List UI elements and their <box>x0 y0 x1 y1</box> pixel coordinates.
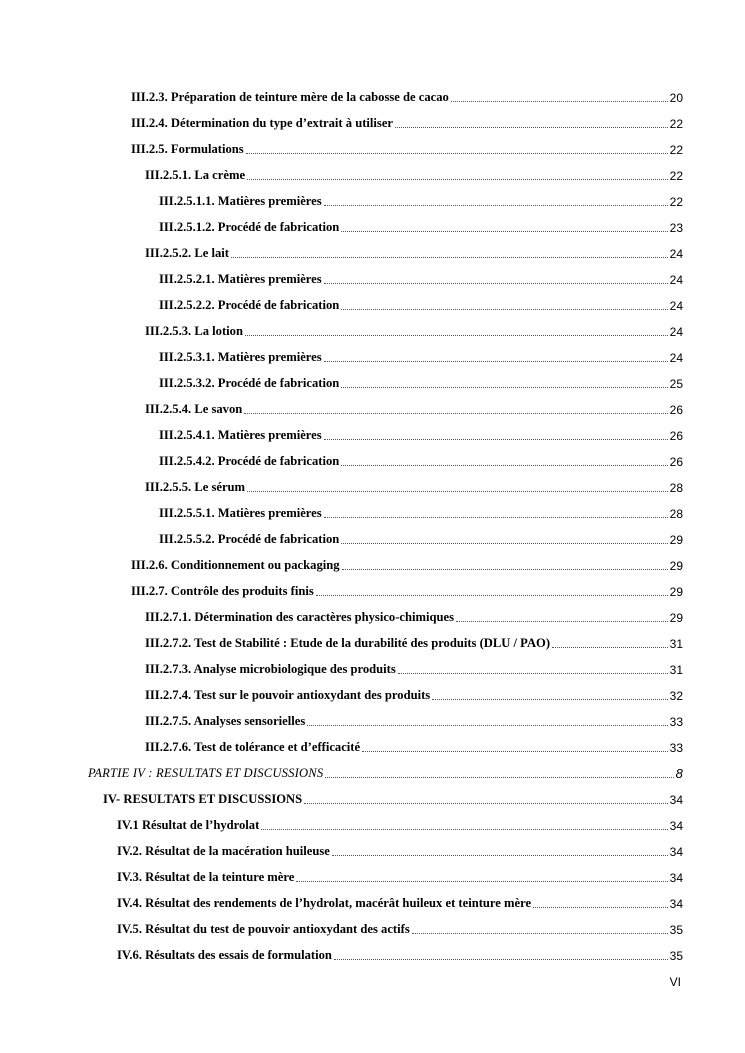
toc-entry[interactable] <box>0 85 745 111</box>
dot-leader <box>341 309 667 310</box>
toc-entry-page: 28 <box>669 481 683 495</box>
dot-leader <box>245 335 668 336</box>
toc-entry-page: 22 <box>669 195 683 209</box>
dot-leader <box>412 933 668 934</box>
dot-leader <box>244 413 667 414</box>
dot-leader <box>231 257 668 258</box>
toc-entry-page: 26 <box>669 403 683 417</box>
toc-entry[interactable] <box>0 865 745 891</box>
toc-entry[interactable] <box>0 475 745 501</box>
dot-leader <box>324 439 668 440</box>
toc-entry-label: III.2.3. Préparation de teinture mère de la cabosse de cacao <box>131 90 449 104</box>
dot-leader <box>324 517 668 518</box>
toc-entry[interactable] <box>0 943 745 969</box>
toc-chapter-heading[interactable] <box>0 787 745 813</box>
toc-entry-label: IV.1 Résultat de l’hydrolat <box>117 818 260 832</box>
toc-entry-page: 22 <box>669 169 683 183</box>
dot-leader <box>324 361 668 362</box>
toc-entry-label: III.2.5.3.1. Matières premières <box>159 350 322 364</box>
toc-entry-label: III.2.5.1.2. Procédé de fabrication <box>159 220 340 234</box>
toc-entry[interactable] <box>0 735 745 761</box>
toc-entry-page: 34 <box>669 845 683 859</box>
toc-entry[interactable] <box>0 319 745 345</box>
toc-entry-page: 34 <box>669 793 683 807</box>
toc-entry[interactable] <box>0 709 745 735</box>
toc-entry-label: III.2.5. Formulations <box>131 142 244 156</box>
toc-entry-page: 8 <box>675 766 683 781</box>
dot-leader <box>334 959 668 960</box>
toc-entry-label: PARTIE IV : RESULTATS ET DISCUSSIONS <box>88 766 324 780</box>
dot-leader <box>324 205 668 206</box>
dot-leader <box>324 283 668 284</box>
dot-leader <box>341 387 667 388</box>
toc-entry-label: III.2.7.5. Analyses sensorielles <box>145 714 306 728</box>
toc-entry-label: IV.3. Résultat de la teinture mère <box>117 870 295 884</box>
page-number: VI <box>669 975 681 989</box>
dot-leader <box>341 231 667 232</box>
toc-entry-label: III.2.7.1. Détermination des caractères physico-chimiques <box>145 610 454 624</box>
toc-entry-page: 34 <box>669 871 683 885</box>
toc-entry-label: III.2.7. Contrôle des produits finis <box>131 584 314 598</box>
toc-entry-page: 22 <box>669 143 683 157</box>
table-of-contents <box>0 85 745 969</box>
toc-entry[interactable] <box>0 111 745 137</box>
toc-entry[interactable] <box>0 605 745 631</box>
toc-entry-page: 23 <box>669 221 683 235</box>
toc-entry-page: 24 <box>669 325 683 339</box>
toc-entry-label: III.2.5.1. La crème <box>145 168 246 182</box>
toc-entry[interactable] <box>0 527 745 553</box>
toc-entry-page: 31 <box>669 637 683 651</box>
toc-entry-page: 29 <box>669 533 683 547</box>
toc-entry[interactable] <box>0 397 745 423</box>
toc-entry[interactable] <box>0 449 745 475</box>
dot-leader <box>362 751 668 752</box>
toc-entry-label: III.2.5.1.1. Matières premières <box>159 194 322 208</box>
dot-leader <box>432 699 667 700</box>
toc-entry-label: IV.4. Résultat des rendements de l’hydrolat, macérât huileux et teinture mère <box>117 896 532 910</box>
dot-leader <box>316 595 668 596</box>
dot-leader <box>552 647 668 648</box>
dot-leader <box>307 725 667 726</box>
toc-entry-page: 20 <box>669 91 683 105</box>
dot-leader <box>341 543 667 544</box>
toc-entry-label: III.2.5.5.1. Matières premières <box>159 506 322 520</box>
toc-entry[interactable] <box>0 423 745 449</box>
dot-leader <box>325 777 673 778</box>
dot-leader <box>451 101 668 102</box>
toc-entry-page: 29 <box>669 559 683 573</box>
toc-entry[interactable] <box>0 839 745 865</box>
toc-entry-page: 35 <box>669 923 683 937</box>
toc-entry-label: III.2.7.6. Test de tolérance et d’efficacité <box>145 740 361 754</box>
dot-leader <box>533 907 668 908</box>
dot-leader <box>296 881 667 882</box>
toc-entry-label: IV- RESULTATS ET DISCUSSIONS <box>103 792 303 806</box>
toc-entry-page: 28 <box>669 507 683 521</box>
toc-entry-page: 33 <box>669 715 683 729</box>
toc-entry-page: 35 <box>669 949 683 963</box>
toc-entry-label: III.2.5.5.2. Procédé de fabrication <box>159 532 340 546</box>
toc-entry-page: 24 <box>669 247 683 261</box>
toc-entry-page: 32 <box>669 689 683 703</box>
toc-entry-page: 26 <box>669 455 683 469</box>
dot-leader <box>246 153 668 154</box>
toc-entry-label: IV.2. Résultat de la macération huileuse <box>117 844 330 858</box>
toc-entry[interactable] <box>0 813 745 839</box>
toc-entry-label: III.2.5.5. Le sérum <box>145 480 246 494</box>
toc-entry-page: 24 <box>669 273 683 287</box>
toc-entry-label: III.2.5.4.2. Procédé de fabrication <box>159 454 340 468</box>
dot-leader <box>304 803 668 804</box>
toc-entry[interactable] <box>0 267 745 293</box>
toc-entry-page: 34 <box>669 819 683 833</box>
toc-entry-label: III.2.4. Détermination du type d’extrait à utiliser <box>131 116 393 130</box>
toc-entry-page: 22 <box>669 117 683 131</box>
toc-entry-label: III.2.7.3. Analyse microbiologique des produits <box>145 662 396 676</box>
toc-entry[interactable] <box>0 891 745 917</box>
toc-entry-label: IV.6. Résultats des essais de formulation <box>117 948 332 962</box>
dot-leader <box>456 621 668 622</box>
dot-leader <box>247 179 668 180</box>
toc-entry[interactable] <box>0 501 745 527</box>
toc-entry[interactable] <box>0 293 745 319</box>
dot-leader <box>395 127 668 128</box>
toc-entry-label: III.2.5.2. Le lait <box>145 246 229 260</box>
dot-leader <box>341 465 667 466</box>
toc-entry-label: IV.5. Résultat du test de pouvoir antioxydant des actifs <box>117 922 410 936</box>
toc-part-heading[interactable] <box>0 761 745 787</box>
dot-leader <box>342 569 668 570</box>
toc-entry[interactable] <box>0 215 745 241</box>
toc-entry-label: III.2.7.4. Test sur le pouvoir antioxydant des produits <box>145 688 431 702</box>
toc-entry[interactable] <box>0 163 745 189</box>
toc-entry-page: 31 <box>669 663 683 677</box>
toc-entry[interactable] <box>0 371 745 397</box>
toc-entry-page: 34 <box>669 897 683 911</box>
toc-entry[interactable] <box>0 553 745 579</box>
dot-leader <box>247 491 668 492</box>
toc-entry[interactable] <box>0 345 745 371</box>
toc-entry-label: III.2.7.2. Test de Stabilité : Etude de la durabilité des produits (DLU / PAO) <box>145 636 551 650</box>
toc-entry[interactable] <box>0 189 745 215</box>
toc-entry-label: III.2.5.3.2. Procédé de fabrication <box>159 376 340 390</box>
toc-entry-page: 24 <box>669 299 683 313</box>
toc-entry[interactable] <box>0 631 745 657</box>
toc-entry-label: III.2.5.4.1. Matières premières <box>159 428 322 442</box>
dot-leader <box>261 829 667 830</box>
toc-entry[interactable] <box>0 137 745 163</box>
toc-entry-page: 33 <box>669 741 683 755</box>
toc-entry-page: 29 <box>669 585 683 599</box>
dot-leader <box>332 855 668 856</box>
toc-entry-page: 26 <box>669 429 683 443</box>
toc-entry-page: 25 <box>669 377 683 391</box>
toc-entry-label: III.2.5.4. Le savon <box>145 402 243 416</box>
toc-entry-label: III.2.5.2.1. Matières premières <box>159 272 322 286</box>
toc-entry-page: 24 <box>669 351 683 365</box>
toc-entry-label: III.2.6. Conditionnement ou packaging <box>131 558 340 572</box>
toc-entry[interactable] <box>0 241 745 267</box>
toc-entry[interactable] <box>0 683 745 709</box>
toc-entry[interactable] <box>0 917 745 943</box>
toc-entry-label: III.2.5.2.2. Procédé de fabrication <box>159 298 340 312</box>
toc-entry[interactable] <box>0 579 745 605</box>
toc-entry-label: III.2.5.3. La lotion <box>145 324 243 338</box>
dot-leader <box>398 673 668 674</box>
toc-entry[interactable] <box>0 657 745 683</box>
toc-entry-page: 29 <box>669 611 683 625</box>
